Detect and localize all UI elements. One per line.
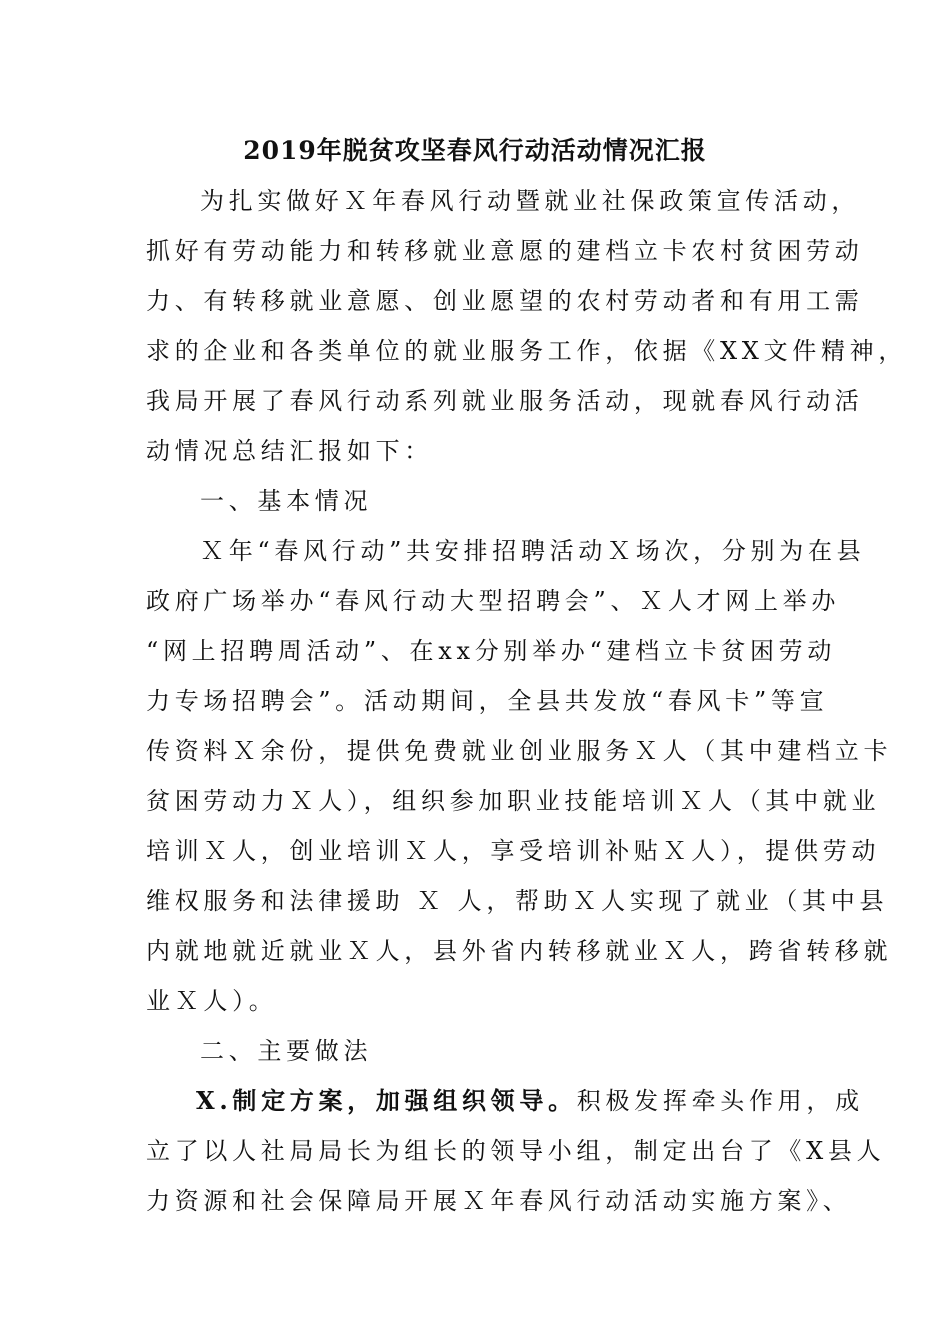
paragraph-line: 力资源和社会保障局开展Ｘ年春风行动活动实施方案》、 bbox=[146, 1187, 852, 1215]
paragraph-line-rest: 积极发挥牵头作用，成 bbox=[576, 1087, 864, 1115]
document-title: 2019年脱贫攻坚春风行动活动情况汇报 bbox=[243, 136, 707, 165]
paragraph-line: 我局开展了春风行动系列就业服务活动，现就春风行动活 bbox=[146, 387, 864, 415]
paragraph-line: 内就地就近就业Ｘ人，县外省内转移就业Ｘ人，跨省转移就 bbox=[146, 937, 893, 965]
paragraph-line: 抓好有劳动能力和转移就业意愿的建档立卡农村贫困劳动 bbox=[146, 237, 864, 265]
paragraph-line: 求的企业和各类单位的就业服务工作，依据《XX文件精神， bbox=[146, 337, 908, 365]
paragraph-line: 政府广场举办“春风行动大型招聘会”、Ｘ人才网上举办 bbox=[146, 587, 841, 615]
paragraph-line bbox=[196, 1083, 864, 1119]
paragraph-line: 力专场招聘会”。活动期间，全县共发放“春风卡”等宣 bbox=[146, 687, 829, 715]
paragraph-line: 动情况总结汇报如下： bbox=[146, 437, 433, 465]
paragraph-line: 维权服务和法律援助 Ｘ 人，帮助Ｘ人实现了就业（其中县 bbox=[146, 887, 889, 915]
paragraph-line: 为扎实做好Ｘ年春风行动暨就业社保政策宣传活动， bbox=[200, 187, 861, 215]
paragraph-line: 力、有转移就业意愿、创业愿望的农村劳动者和有用工需 bbox=[146, 287, 864, 315]
bold-lead-text: X.制定方案，加强组织领导。 bbox=[196, 1086, 577, 1115]
paragraph-line: 培训Ｘ人，创业培训Ｘ人，享受培训补贴Ｘ人），提供劳动 bbox=[146, 837, 881, 865]
section-heading-methods: 二、主要做法 bbox=[200, 1037, 373, 1065]
paragraph-line: 立了以人社局局长为组长的领导小组，制定出台了《X县人 bbox=[146, 1137, 886, 1165]
paragraph-line: 业Ｘ人）。 bbox=[146, 987, 278, 1015]
section-heading-basic: 一、基本情况 bbox=[200, 487, 373, 515]
paragraph-line: 贫困劳动力Ｘ人），组织参加职业技能培训Ｘ人（其中就业 bbox=[146, 787, 881, 815]
paragraph-line: “网上招聘周活动”、在xx分别举办“建档立卡贫困劳动 bbox=[146, 637, 837, 665]
paragraph-line: Ｘ年“春风行动”共安排招聘活动Ｘ场次，分别为在县 bbox=[200, 537, 866, 565]
paragraph-line: 传资料Ｘ余份，提供免费就业创业服务Ｘ人（其中建档立卡 bbox=[146, 737, 893, 765]
